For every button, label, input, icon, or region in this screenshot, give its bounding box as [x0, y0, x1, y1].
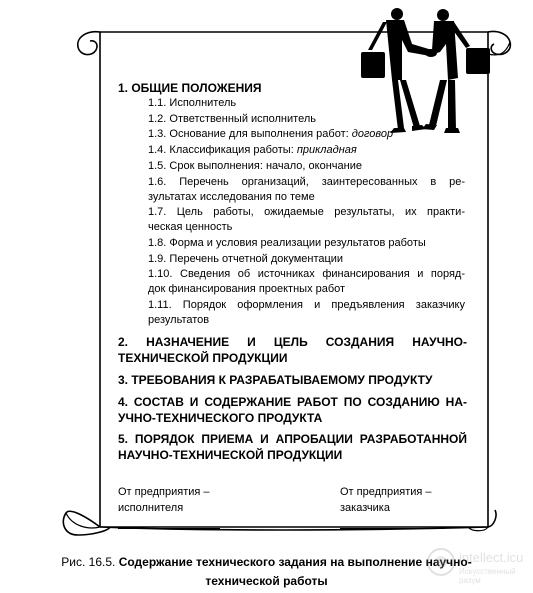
- section-2-heading-cont: ТЕХНИЧЕСКОЙ ПРОДУКЦИИ: [118, 351, 288, 365]
- section-5-heading-cont: НАУЧНО-ТЕХНИЧЕСКОЙ ПРОДУКЦИИ: [118, 448, 343, 462]
- signature-right-role: заказчика: [340, 502, 390, 514]
- list-item: 1.4. Классификация работы: прикладная: [148, 144, 357, 156]
- section-4-heading-cont: УЧНО-ТЕХНИЧЕСКОГО ПРОДУКТА: [118, 411, 323, 425]
- figure-caption: Рис. 16.5. Содержание технического задания на выполнение научно- технической работы: [61, 555, 472, 588]
- signature-right-line: [340, 528, 444, 529]
- section-5-heading: 5. ПОРЯДОК ПРИЕМА И АПРОБАЦИИ РАЗРАБОТАННОЙ: [118, 432, 467, 446]
- signature-left-role: исполнителя: [118, 502, 184, 514]
- list-item-continuation: док финансирования проектных работ: [148, 283, 346, 295]
- section-1-heading: 1. ОБЩИЕ ПОЛОЖЕНИЯ: [118, 81, 262, 95]
- signature-left-line: [118, 528, 220, 529]
- list-item: 1.8. Форма и условия реализации результатов работы: [148, 237, 426, 249]
- watermark-title: intellect.icu: [459, 550, 524, 565]
- list-item-continuation: результатов: [148, 314, 210, 326]
- list-item: 1.11. Порядок оформления и предъявления заказчику: [148, 299, 465, 311]
- signature-right-label: От предприятия –: [340, 486, 432, 498]
- list-item: 1.6. Перечень организаций, заинтересованных в ре-: [148, 176, 465, 188]
- list-item: 1.9. Перечень отчетной документации: [148, 253, 344, 265]
- signature-left-label: От предприятия –: [118, 486, 210, 498]
- list-item: 1.1. Исполнитель: [148, 97, 237, 109]
- watermark-subtitle: Искусственный разум: [459, 567, 516, 585]
- list-item: 1.7. Цель работы, ожидаемые результаты, их практи-: [148, 206, 465, 218]
- section-3-heading: 3. ТРЕБОВАНИЯ К РАЗРАБАТЫВАЕМОМУ ПРОДУКТУ: [118, 373, 433, 387]
- list-item-continuation: ческая ценность: [148, 221, 233, 233]
- list-item-continuation: зультатах исследования по теме: [148, 191, 315, 203]
- list-item: 1.2. Ответственный исполнитель: [148, 113, 316, 125]
- watermark-logo: [425, 542, 533, 587]
- list-item: 1.10. Сведения об источниках финансирования и поряд-: [148, 268, 465, 280]
- section-4-heading: 4. СОСТАВ И СОДЕРЖАНИЕ РАБОТ ПО СОЗДАНИЮ НА-: [118, 395, 467, 409]
- list-item: 1.5. Срок выполнения: начало, окончание: [148, 160, 362, 172]
- section-2-heading: 2. НАЗНАЧЕНИЕ И ЦЕЛЬ СОЗДАНИЯ НАУЧНО-: [118, 335, 467, 349]
- list-item: 1.3. Основание для выполнения работ: договор: [148, 128, 394, 140]
